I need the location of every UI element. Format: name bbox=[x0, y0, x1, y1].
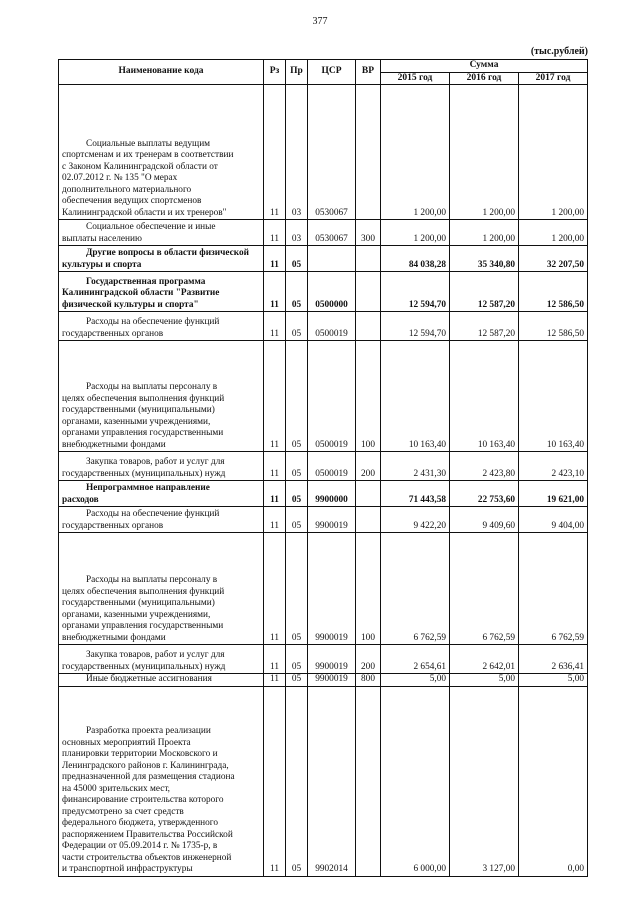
row-sum-2015: 1 200,00 bbox=[381, 85, 450, 220]
row-vr bbox=[356, 686, 381, 876]
row-sum-2015: 6 000,00 bbox=[381, 686, 450, 876]
row-name-line: части строительства объектов инженерной bbox=[62, 852, 232, 863]
row-vr: 300 bbox=[356, 220, 381, 246]
row-name-line: органами, казенными учреждениями, bbox=[62, 609, 211, 620]
row-name-line: Расходы на выплаты персоналу в bbox=[86, 382, 218, 392]
row-csr: 0500019 bbox=[308, 452, 356, 481]
row-name-line: с Законом Калининградской области от bbox=[62, 161, 218, 172]
row-name-line: государственных органов bbox=[62, 328, 164, 339]
row-csr: 9902014 bbox=[308, 686, 356, 876]
row-name-line: внебюджетными фондами bbox=[62, 439, 166, 450]
row-name-line: органами управления государственными bbox=[62, 428, 224, 438]
row-name-line: и транспортной инфраструктуры bbox=[62, 864, 193, 874]
table-row bbox=[59, 507, 588, 533]
row-name bbox=[59, 686, 264, 876]
row-csr: 0500019 bbox=[308, 312, 356, 341]
row-sum-2016: 12 587,20 bbox=[450, 312, 519, 341]
row-name-line: целях обеспечения выполнения функций bbox=[62, 393, 225, 404]
row-name-line: Другие вопросы в области физической bbox=[86, 248, 249, 258]
row-rz: 11 bbox=[264, 533, 286, 645]
row-sum-2017: 0,00 bbox=[519, 686, 588, 876]
row-name-line: обеспечения ведущих спортсменов bbox=[62, 196, 202, 206]
row-sum-2017: 9 404,00 bbox=[519, 507, 588, 533]
row-csr: 9900000 bbox=[308, 481, 356, 507]
row-rz: 11 bbox=[264, 674, 286, 687]
table-row bbox=[59, 533, 588, 645]
header-rz: Рз bbox=[264, 60, 286, 85]
unit-label: (тыс.рублей) bbox=[530, 46, 588, 57]
row-sum-2017: 19 621,00 bbox=[519, 481, 588, 507]
row-sum-2015: 10 163,40 bbox=[381, 341, 450, 452]
row-vr: 800 bbox=[356, 674, 381, 687]
row-pr: 05 bbox=[286, 686, 308, 876]
row-rz: 11 bbox=[264, 686, 286, 876]
row-pr: 03 bbox=[286, 85, 308, 220]
row-vr: 100 bbox=[356, 533, 381, 645]
table-header bbox=[59, 60, 588, 85]
table-row bbox=[59, 645, 588, 674]
row-csr: 9900019 bbox=[308, 507, 356, 533]
table-row bbox=[59, 220, 588, 246]
row-rz: 11 bbox=[264, 272, 286, 312]
row-sum-2017: 2 636,41 bbox=[519, 645, 588, 674]
row-rz: 11 bbox=[264, 220, 286, 246]
row-sum-2015: 12 594,70 bbox=[381, 272, 450, 312]
row-csr: 0500019 bbox=[308, 341, 356, 452]
row-vr bbox=[356, 481, 381, 507]
row-name-line: Государственная программа bbox=[86, 276, 206, 287]
row-name bbox=[59, 645, 264, 674]
row-rz: 11 bbox=[264, 645, 286, 674]
row-pr: 05 bbox=[286, 312, 308, 341]
row-sum-2016: 2 642,01 bbox=[450, 645, 519, 674]
row-rz: 11 bbox=[264, 341, 286, 452]
row-name-line: физической культуры и спорта" bbox=[62, 299, 199, 310]
table-row bbox=[59, 341, 588, 452]
row-name-line: государственных органов bbox=[62, 520, 164, 531]
row-name-line: государственными (муниципальными) bbox=[62, 598, 215, 608]
row-csr bbox=[308, 246, 356, 272]
row-name-line: целях обеспечения выполнения функций bbox=[62, 586, 225, 597]
row-name-line: Социальное обеспечение и иные bbox=[86, 222, 216, 232]
row-name-line: культуры и спорта bbox=[62, 259, 142, 270]
table-row bbox=[59, 246, 588, 272]
row-sum-2017: 12 586,50 bbox=[519, 312, 588, 341]
row-sum-2016: 10 163,40 bbox=[450, 341, 519, 452]
table-row bbox=[59, 85, 588, 220]
header-csr: ЦСР bbox=[308, 60, 356, 85]
row-sum-2017: 1 200,00 bbox=[519, 220, 588, 246]
row-name-line: Калининградской области "Развитие bbox=[62, 288, 220, 298]
row-csr: 0500000 bbox=[308, 272, 356, 312]
row-name-line: основных мероприятий Проекта bbox=[62, 737, 191, 748]
row-csr: 9900019 bbox=[308, 674, 356, 687]
row-sum-2015: 1 200,00 bbox=[381, 220, 450, 246]
row-name-line: Расходы на выплаты персоналу в bbox=[86, 575, 218, 585]
row-name bbox=[59, 674, 264, 687]
row-sum-2016: 12 587,20 bbox=[450, 272, 519, 312]
row-sum-2016: 22 753,60 bbox=[450, 481, 519, 507]
row-sum-2015: 2 654,61 bbox=[381, 645, 450, 674]
budget-table bbox=[58, 59, 588, 877]
row-rz: 11 bbox=[264, 312, 286, 341]
row-name-line: государственных (муниципальных) нужд bbox=[62, 468, 226, 479]
row-name-line: расходов bbox=[62, 494, 99, 505]
row-name-line: Расходы на обеспечение функций bbox=[86, 317, 220, 327]
row-pr: 05 bbox=[286, 507, 308, 533]
row-sum-2015: 6 762,59 bbox=[381, 533, 450, 645]
row-name-line: Закупка товаров, работ и услуг для bbox=[86, 650, 225, 660]
row-name-line: Расходы на обеспечение функций bbox=[86, 509, 220, 519]
row-name-line: планировки территории Московского и bbox=[62, 749, 218, 759]
row-rz: 11 bbox=[264, 481, 286, 507]
row-name-line: предназначенной для размещения стадиона bbox=[62, 772, 235, 782]
row-name-line: выплаты населению bbox=[62, 233, 142, 244]
row-sum-2016: 1 200,00 bbox=[450, 85, 519, 220]
table-row bbox=[59, 272, 588, 312]
row-pr: 05 bbox=[286, 272, 308, 312]
row-sum-2017: 6 762,59 bbox=[519, 533, 588, 645]
row-sum-2017: 12 586,50 bbox=[519, 272, 588, 312]
row-name bbox=[59, 481, 264, 507]
row-name-line: дополнительного материального bbox=[62, 184, 192, 195]
row-name bbox=[59, 507, 264, 533]
row-sum-2017: 2 423,10 bbox=[519, 452, 588, 481]
row-pr: 05 bbox=[286, 246, 308, 272]
row-csr: 0530067 bbox=[308, 85, 356, 220]
row-sum-2016: 5,00 bbox=[450, 674, 519, 687]
row-pr: 05 bbox=[286, 674, 308, 687]
row-name-line: финансирование строительства которого bbox=[62, 795, 224, 805]
row-sum-2016: 35 340,80 bbox=[450, 246, 519, 272]
row-sum-2015: 84 038,28 bbox=[381, 246, 450, 272]
row-name bbox=[59, 272, 264, 312]
row-name-line: Иные бюджетные ассигнования bbox=[86, 674, 212, 684]
header-2017: 2017 год bbox=[519, 72, 588, 85]
row-name bbox=[59, 246, 264, 272]
row-pr: 05 bbox=[286, 645, 308, 674]
row-name bbox=[59, 452, 264, 481]
header-2016: 2016 год bbox=[450, 72, 519, 85]
row-sum-2015: 12 594,70 bbox=[381, 312, 450, 341]
row-sum-2015: 2 431,30 bbox=[381, 452, 450, 481]
row-csr: 9900019 bbox=[308, 533, 356, 645]
row-vr bbox=[356, 272, 381, 312]
row-name-line: Ленинградского районов г. Калининграда, bbox=[62, 760, 229, 771]
header-name: Наименование кода bbox=[59, 60, 264, 85]
table-row bbox=[59, 674, 588, 687]
row-rz: 11 bbox=[264, 246, 286, 272]
row-sum-2016: 2 423,80 bbox=[450, 452, 519, 481]
row-name bbox=[59, 341, 264, 452]
row-rz: 11 bbox=[264, 507, 286, 533]
row-name-line: Федерации от 05.09.2014 г. № 1735-р, в bbox=[62, 841, 218, 851]
row-pr: 05 bbox=[286, 533, 308, 645]
row-sum-2015: 71 443,58 bbox=[381, 481, 450, 507]
row-vr bbox=[356, 312, 381, 341]
row-pr: 03 bbox=[286, 220, 308, 246]
row-vr: 200 bbox=[356, 645, 381, 674]
row-name bbox=[59, 85, 264, 220]
row-name bbox=[59, 220, 264, 246]
row-name-line: государственными (муниципальными) bbox=[62, 405, 215, 415]
row-rz: 11 bbox=[264, 85, 286, 220]
row-name-line: Непрограммное направление bbox=[86, 483, 210, 493]
row-name-line: 02.07.2012 г. № 135 "О мерах bbox=[62, 173, 178, 183]
row-sum-2017: 1 200,00 bbox=[519, 85, 588, 220]
row-vr: 200 bbox=[356, 452, 381, 481]
table-body bbox=[59, 85, 588, 877]
row-csr: 9900019 bbox=[308, 645, 356, 674]
page-number: 377 bbox=[312, 16, 328, 27]
row-name-line: внебюджетными фондами bbox=[62, 632, 166, 643]
table-row bbox=[59, 312, 588, 341]
row-name-line: федерального бюджета, утвержденного bbox=[62, 818, 219, 828]
row-sum-2017: 5,00 bbox=[519, 674, 588, 687]
row-rz: 11 bbox=[264, 452, 286, 481]
row-name-line: Калининградской области и их тренеров" bbox=[62, 207, 227, 218]
row-csr: 0530067 bbox=[308, 220, 356, 246]
table-row bbox=[59, 686, 588, 876]
header-2015: 2015 год bbox=[381, 72, 450, 85]
row-vr bbox=[356, 85, 381, 220]
row-sum-2017: 10 163,40 bbox=[519, 341, 588, 452]
row-name-line: Социальные выплаты ведущим bbox=[86, 138, 211, 149]
row-name-line: Разработка проекта реализации bbox=[86, 726, 211, 736]
row-name-line: Закупка товаров, работ и услуг для bbox=[86, 457, 225, 467]
row-pr: 05 bbox=[286, 481, 308, 507]
row-vr: 100 bbox=[356, 341, 381, 452]
row-name-line: органами управления государственными bbox=[62, 621, 224, 631]
header-vr: ВР bbox=[356, 60, 381, 85]
table-row bbox=[59, 481, 588, 507]
header-sum: Сумма bbox=[381, 60, 588, 73]
row-name-line: на 45000 зрительских мест, bbox=[62, 783, 171, 794]
row-sum-2015: 5,00 bbox=[381, 674, 450, 687]
row-sum-2016: 6 762,59 bbox=[450, 533, 519, 645]
row-name-line: предусмотрено за счет средств bbox=[62, 806, 184, 817]
header-pr: Пр bbox=[286, 60, 308, 85]
row-name-line: государственных (муниципальных) нужд bbox=[62, 661, 226, 672]
row-sum-2016: 9 409,60 bbox=[450, 507, 519, 533]
row-sum-2016: 3 127,00 bbox=[450, 686, 519, 876]
row-vr bbox=[356, 246, 381, 272]
row-name-line: органами, казенными учреждениями, bbox=[62, 416, 211, 427]
row-vr bbox=[356, 507, 381, 533]
row-name bbox=[59, 533, 264, 645]
row-sum-2015: 9 422,20 bbox=[381, 507, 450, 533]
row-sum-2016: 1 200,00 bbox=[450, 220, 519, 246]
row-name-line: спортсменам и их тренерам в соответствии bbox=[62, 150, 234, 160]
row-name bbox=[59, 312, 264, 341]
table-row bbox=[59, 452, 588, 481]
row-sum-2017: 32 207,50 bbox=[519, 246, 588, 272]
row-pr: 05 bbox=[286, 341, 308, 452]
row-pr: 05 bbox=[286, 452, 308, 481]
row-name-line: распоряжением Правительства Российской bbox=[62, 829, 233, 840]
